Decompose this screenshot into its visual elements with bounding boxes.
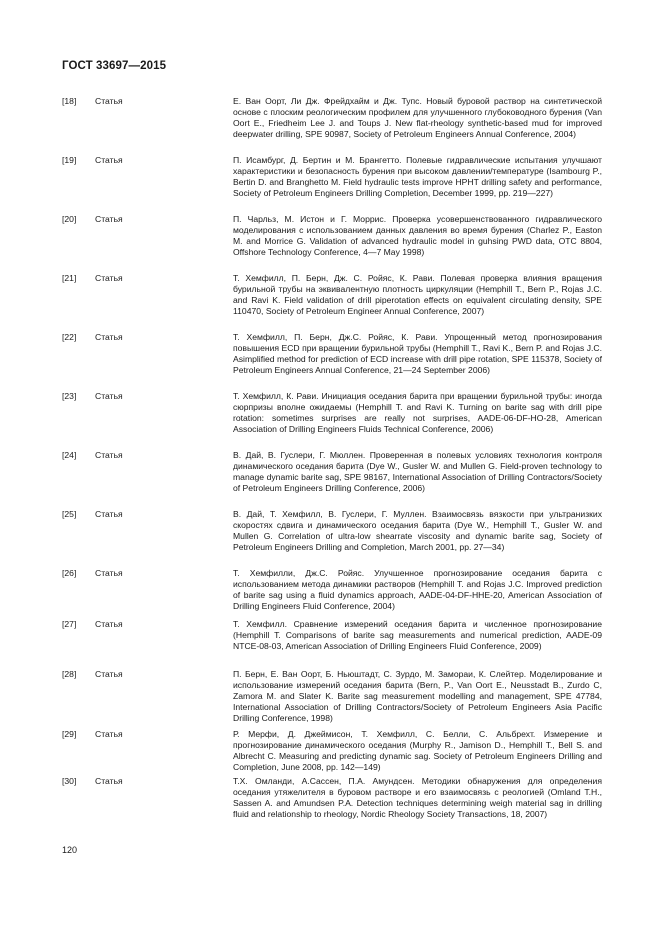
reference-number: [22] [62, 332, 77, 342]
reference-number: [24] [62, 450, 77, 460]
reference-item [62, 776, 602, 836]
reference-type: Статья [95, 619, 123, 629]
reference-text: Р. Мерфи, Д. Джеймисон, Т. Хемфилл, С. Белли, С. Альбрехт. Измерение и прогнозирование динамического оседания (Murphy R., Jamison D., Hemphill T., Bell S. and Albrecht C. Measuring and predicting dynamic sag. Society of Petroleum Engineers Drilling and Completion, June 2008, pp. 142—149) [233, 729, 602, 773]
document-header: ГОСТ 33697—2015 [62, 60, 167, 72]
reference-type: Статья [95, 450, 123, 460]
reference-type: Статья [95, 509, 123, 519]
reference-text: П. Берн, Е. Ван Оорт, Б. Ньюштадт, С. Зурдо, М. Замораи, К. Слейтер. Моделирование и использование измерений оседания барита (Bern, P., Van Oort E., Neusstadt B., Zurdo C, Zamora M. and Slater K. Barite sag measurement modelling and management, SPE 47784, International Association of Drilling Contractors/Society of Petroleum Engineers Asia Pacific Drilling Conference, 1998) [233, 669, 602, 724]
reference-type: Статья [95, 669, 123, 679]
reference-text: П. Чарльз, М. Истон и Г. Моррис. Проверка усовершенствованного гидравлического моделирования с использованием данных давления во время бурения (Charlez P., Easton M. and Morrice G. Validation of advanced hydraulic model in guhsing PWD data, OTC 8804, Offshore Technology Conference, 4—7 May 1998) [233, 214, 602, 258]
reference-number: [19] [62, 155, 77, 165]
reference-item [62, 96, 602, 155]
reference-item [62, 273, 602, 332]
reference-text: В. Дай, В. Гуслери, Г. Мюллен. Проверенная в полевых условиях технология контроля динамического оседания барита (Dye W., Gusler W. and Mullen G. Field-proven technology to manage dynamic barite sag, SPE 98167, International Association of Drilling Contractors/Society of Petroleum Engineers Drilling Conference, 2006) [233, 450, 602, 494]
reference-number: [23] [62, 391, 77, 401]
reference-item [62, 214, 602, 273]
reference-type: Статья [95, 332, 123, 342]
reference-text: Т.Х. Омланди, А.Сассен, П.А. Амундсен. Методики обнаружения для определения оседания утяжелителя в буровом растворе и его взаимосвязь с реологией (Omland T.H., Sassen A. and Amundsen P.A. Detection techniques determining weigh material sag in drilling fluid and relationship to rheology, Nordic Rheology Society Transactions, 18, 2007) [233, 776, 602, 820]
reference-type: Статья [95, 729, 123, 739]
reference-type: Статья [95, 568, 123, 578]
reference-text: Е. Ван Оорт, Ли Дж. Фрейдхайм и Дж. Тупс. Новый буровой раствор на синтетической основе с плоским реологическим профилем для улучшенного глубоководного бурения (Van Oort E., Friedheim Lee J. and Toups J. New flat-rheology synthetic-based mud for improved deepwater drilling, SPE 90987, Society of Petroleum Engineers Annual Conference, 2004) [233, 96, 602, 140]
reference-number: [29] [62, 729, 77, 739]
reference-text: Т. Хемфилл, П. Берн, Дж.С. Ройяс, К. Рави. Упрощенный метод прогнозирования повышения ECD при вращении бурильной трубы (Hemphill T., Ravi K., Bern P. and Rojas J.C. Asimplified method for prediction of ECD increase with drill pipe rotation, SPE 115378, Society of Petroleum Engineers Annual Conference, 21—24 September 2006) [233, 332, 602, 376]
reference-number: [25] [62, 509, 77, 519]
reference-type: Статья [95, 776, 123, 786]
reference-item [62, 729, 602, 776]
reference-number: [21] [62, 273, 77, 283]
reference-type: Статья [95, 273, 123, 283]
reference-type: Статья [95, 391, 123, 401]
reference-number: [27] [62, 619, 77, 629]
reference-text: Т. Хемфилл, К. Рави. Инициация оседания барита при вращении бурильной трубы: иногда сюрпризы вполне ожидаемы (Hemphill T. and Ravi K. Turning on barite sag with drill pipe rotation: sometimes surprises are really not surprises, AADE-06-DF-HO-28, American Association of Drilling Engineers Fluids Technical Conference, 2006) [233, 391, 602, 435]
reference-item [62, 568, 602, 619]
reference-text: Т. Хемфилл. Сравнение измерений оседания барита и численное прогнозирование (Hemphill T. Comparisons of barite sag measurements and numerical prediction, AADE-09 NTCE-08-03, American Association of Drilling Engineers Fluid Conference, 2009) [233, 619, 602, 652]
reference-item [62, 509, 602, 568]
reference-number: [28] [62, 669, 77, 679]
reference-item [62, 391, 602, 450]
reference-item [62, 619, 602, 669]
reference-text: Т. Хемфилл, П. Берн, Дж. С. Ройяс, К. Рави. Полевая проверка влияния вращения бурильной трубы на эквивалентную плотность циркуляции (Hemphill T., Bern P., Rojas J.C. and Ravi K. Field validation of drill piperotation effects on equivalent circulating density, SPE 110470, Society of Petroleum Engineer Annual Conference, 2007) [233, 273, 602, 317]
reference-item [62, 450, 602, 509]
reference-text: П. Исамбург, Д. Бертин и М. Брангетто. Полевые гидравлические испытания улучшают характеристики и безопасность бурения при высоком давлении/температуре (Isambourg P., Bertin D. and Branghetto M. Field hydraulic tests improve HPHT drilling safety and performance, Society of Petroleum Engineers Drilling Completion, December 1999, pp. 219—227) [233, 155, 602, 199]
reference-type: Статья [95, 155, 123, 165]
reference-text: Т. Хемфилли, Дж.С. Ройяс. Улучшенное прогнозирование оседания барита с использованием метода динамики растворов (Hemphill T. and Rojas J.C. Improved prediction of barite sag using a fluid dynamics approach, AADE-04-DF-HHE-20, American Association of Drilling Engineers Fluid Conference, 2004) [233, 568, 602, 612]
reference-item [62, 155, 602, 214]
reference-list [62, 96, 602, 836]
reference-type: Статья [95, 214, 123, 224]
reference-number: [20] [62, 214, 77, 224]
reference-item [62, 332, 602, 391]
reference-number: [30] [62, 776, 77, 786]
reference-type: Статья [95, 96, 123, 106]
reference-number: [26] [62, 568, 77, 578]
reference-text: В. Дай, Т. Хемфилл, В. Гуслери, Г. Муллен. Взаимосвязь вязкости при ультранизких скоростях сдвига и динамического оседания барита (Dye W., Hemphill T., Gusler W. and Mullen G. Correlation of ultra-low shearrate viscosity and dynamic barite sag, Society of Petroleum Engineers Drilling and Completion, March 2001, pp. 27—34) [233, 509, 602, 553]
reference-number: [18] [62, 96, 77, 106]
page-number: 120 [62, 845, 78, 855]
reference-item [62, 669, 602, 729]
